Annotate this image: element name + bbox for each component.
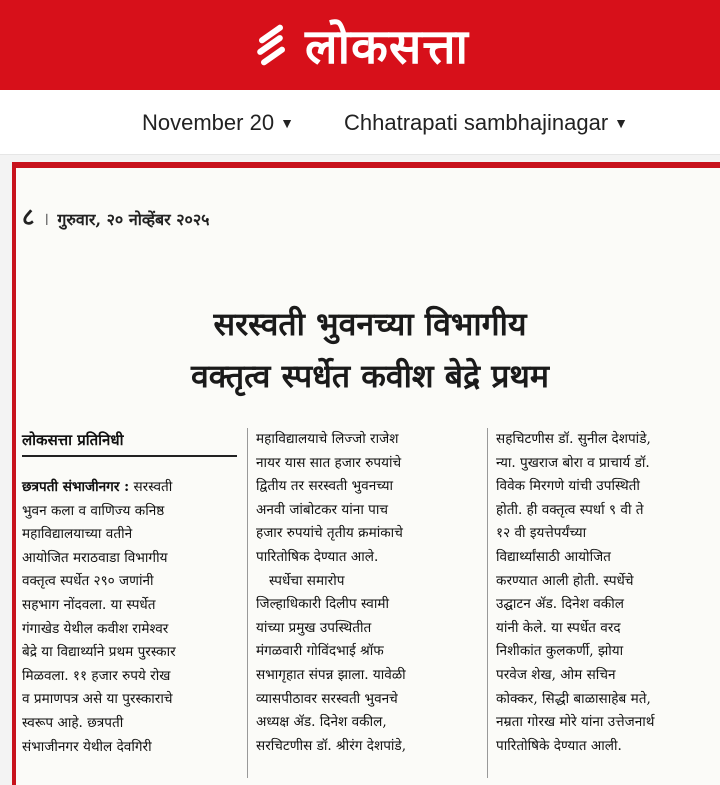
article-column-1: [22, 476, 176, 759]
column-line: मिळवला. ११ हजार रुपये रोख: [22, 667, 171, 684]
column-line: मंगळवारी गोविंदभाई श्रॉफ: [256, 643, 384, 660]
column-line: निशीकांत कुलकर्णी, झोया: [496, 643, 624, 660]
column-divider: [487, 428, 488, 778]
column-line: होती. ही वक्तृत्व स्पर्धा ९ वी ते: [496, 501, 644, 518]
column-line: हजार रुपयांचे तृतीय क्रमांकाचे: [256, 525, 403, 542]
column-line: अनवी जांबोटकर यांना पाच: [256, 501, 389, 518]
column-line: जिल्हाधिकारी दिलीप स्वामी: [256, 596, 389, 613]
brand-name: लोकसत्ता: [305, 18, 469, 75]
column-line: वक्तृत्व स्पर्धेत २९० जणांनी: [22, 573, 154, 590]
column-line: गंगाखेड येथील कवीश रामेश्वर: [22, 620, 169, 637]
brand-mark-icon: [251, 23, 295, 67]
column-line: व प्रमाणपत्र असे या पुरस्काराचे: [22, 691, 173, 708]
column-line: यांनी केले. या स्पर्धेत वरद: [496, 619, 621, 636]
column-line: नम्रता गोरख मोरे यांना उत्तेजनार्थ: [496, 714, 655, 731]
column-line: स्पर्धेचा समारोप: [256, 572, 345, 589]
caret-down-icon: ▼: [280, 115, 294, 131]
page-number: ८: [22, 202, 35, 231]
column-line: सहचिटणीस डॉ. सुनील देशपांडे,: [496, 431, 651, 447]
column-line: सहभाग नोंदवला. या स्पर्धेत: [22, 596, 156, 613]
column-line: बेद्रे या विद्यार्थ्याने प्रथम पुरस्कार: [22, 644, 176, 661]
column-line: पारितोषिक देण्यात आले.: [256, 548, 379, 565]
column-line: विवेक मिरगणे यांची उपस्थिती: [496, 478, 640, 495]
column-line: विद्यार्थ्यांसाठी आयोजित: [496, 548, 611, 565]
headline-line-2: वक्तृत्व स्पर्धेत कवीश बेद्रे प्रथम: [190, 357, 550, 395]
masthead-bar: [0, 0, 720, 90]
city-selector[interactable]: [344, 110, 628, 136]
column-line: [22, 476, 176, 500]
column-line: संभाजीनगर येथील देवगिरी: [22, 738, 152, 755]
column-line: महाविद्यालयाचे लिज्जो राजेश: [256, 431, 399, 447]
column-line: पारितोषिके देण्यात आली.: [496, 737, 622, 754]
column-line: कोक्कर, सिद्धी बाळासाहेब मते,: [496, 690, 651, 707]
article-column-3: [496, 428, 654, 758]
page-info: [22, 200, 210, 233]
column-line: द्वितीय तर सरस्वती भुवनच्या: [256, 478, 394, 495]
article-column-2: [256, 428, 406, 758]
caret-down-icon: ▼: [614, 115, 629, 131]
page-date: गुरुवार, २० नोव्हेंबर २०२५: [57, 210, 210, 229]
edition-selector-bar: [0, 90, 720, 155]
date-selector[interactable]: [142, 110, 294, 136]
column-line: परवेज शेख, ओम सचिन: [496, 666, 616, 683]
column-divider: [247, 428, 248, 778]
column-line: अध्यक्ष ॲड. दिनेश वकील,: [256, 714, 387, 731]
column-line: आयोजित मराठवाडा विभागीय: [22, 549, 168, 566]
article-headline: [20, 298, 720, 402]
page-separator: ।: [42, 209, 50, 230]
headline-line-1: सरस्वती भुवनच्या विभागीय: [213, 305, 527, 343]
brand-logo[interactable]: [251, 13, 469, 78]
dateline: छत्रपती संभाजीनगर :: [22, 479, 130, 495]
column-line: यांच्या प्रमुख उपस्थितीत: [256, 619, 372, 636]
column-line: उद्घाटन ॲड. दिनेश वकील: [496, 596, 624, 613]
column-line: करण्यात आली होती. स्पर्धेचे: [496, 572, 634, 589]
column-line: १२ वी इयत्तेपर्यंच्या: [496, 525, 587, 542]
column-line: न्या. पुखराज बोरा व प्राचार्य डॉ.: [496, 454, 650, 471]
column-line: नायर यास सात हजार रुपयांचे: [256, 454, 402, 471]
city-selector-label: Chhatrapati sambhajinagar: [344, 110, 609, 135]
column-line: स्वरूप आहे. छत्रपती: [22, 714, 124, 731]
column-line: व्यासपीठावर सरस्वती भुवनचे: [256, 690, 398, 707]
column-line: भुवन कला व वाणिज्य कनिष्ठ: [22, 502, 165, 519]
column-line: सरचिटणीस डॉ. श्रीरंग देशपांडे,: [256, 737, 407, 754]
date-selector-label: November 20: [142, 110, 275, 135]
column-line: महाविद्यालयाच्या वतीने: [22, 526, 133, 543]
dateline-rest: सरस्वती: [129, 479, 173, 495]
article-byline: लोकसत्ता प्रतिनिधी: [22, 430, 237, 457]
column-line: सभागृहात संपन्न झाला. यावेळी: [256, 666, 406, 683]
